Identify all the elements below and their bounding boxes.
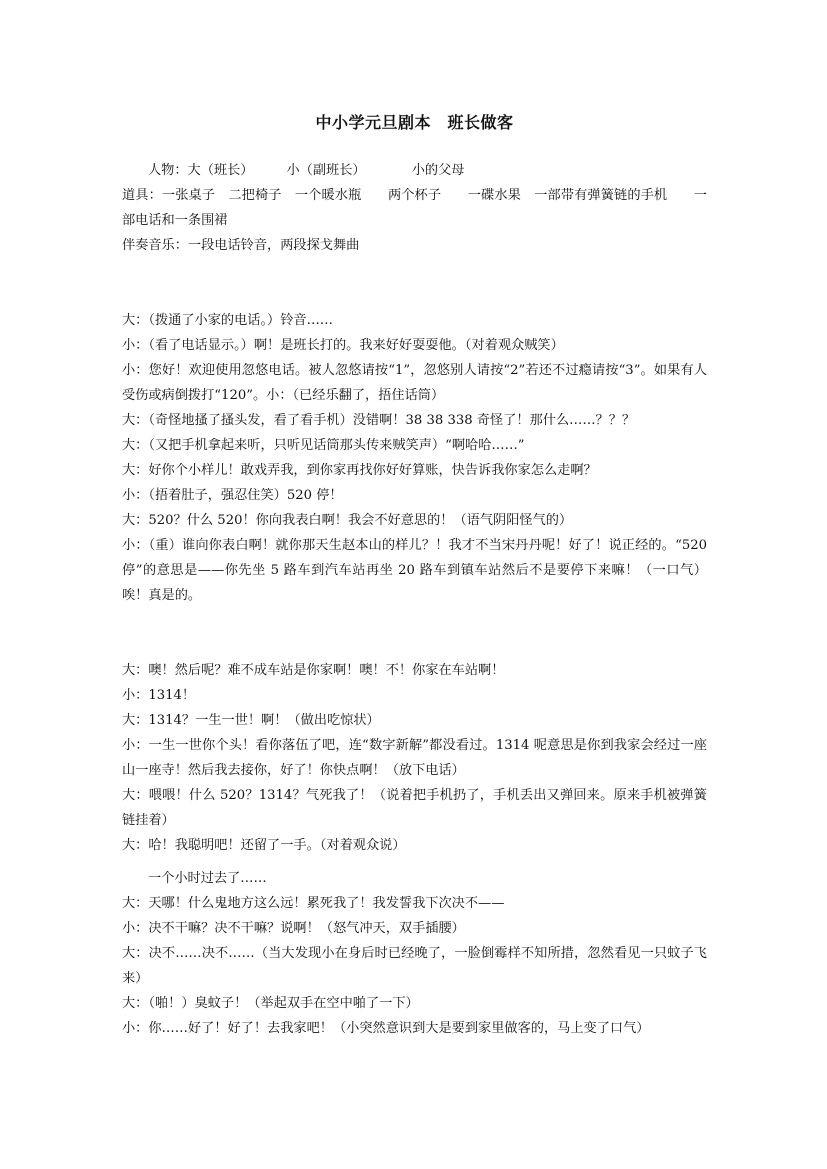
scene-transition: 一个小时过去了…… — [148, 871, 267, 886]
dialogue-section-3 — [122, 866, 707, 1041]
dialogue-line: 小：（看了电话显示。）啊！是班长打的。我来好好耍耍他。（对着观众贼笑） — [122, 338, 564, 353]
spacer — [122, 608, 707, 658]
spacer — [122, 258, 707, 308]
dialogue-line: 大：（又把手机拿起来听，只听见话筒那头传来贼笑声）“啊哈哈……” — [122, 438, 525, 453]
props-line: 道具：一张桌子 二把椅子 一个暖水瓶 两个杯子 一碟水果 一部带有弹簧链的手机 一部电话和一条围裙 — [122, 188, 707, 228]
characters-line: 人物：大（班长） 小（副班长） 小的父母 — [148, 163, 465, 178]
dialogue-line: 大：喂喂！什么 520？1314？气死我了！（说着把手机扔了，手机丢出又弹回来。原来手机被弹簧链挂着） — [122, 788, 707, 828]
dialogue-line: 大：1314？一生一世！啊！（做出吃惊状） — [122, 713, 380, 728]
dialogue-line: 大：决不……决不……（当大发现小在身后时已经晚了，一脸倒霉样不知所措，忽然看见一只蚊子飞来） — [122, 946, 707, 986]
dialogue-line: 小：一生一世你个头！看你落伍了吧，连“数字新解”都没看过。1314 呢意思是你到我家会经过一座山一座寺！然后我去接你，好了！你快点啊！（放下电话） — [122, 738, 707, 778]
spacer — [122, 858, 707, 866]
dialogue-line: 大：哈！我聪明吧！还留了一手。（对着观众说） — [122, 838, 406, 853]
document-page — [122, 108, 707, 1041]
dialogue-line: 大：好你个小样儿！敢戏弄我，到你家再找你好好算账，快告诉我你家怎么走啊？ — [122, 463, 597, 478]
dialogue-line: 大：天哪！什么鬼地方这么远！累死我了！我发誓我下次决不—— — [122, 896, 505, 911]
document-title: 中小学元旦剧本 班长做客 — [315, 113, 514, 132]
dialogue-line: 大：（啪！）臭蚊子！（举起双手在空中啪了一下） — [122, 996, 419, 1011]
dialogue-line: 小：（捂着肚子，强忍住笑）520 停！ — [122, 488, 343, 503]
dialogue-line: 小：1314！ — [122, 688, 196, 703]
dialogue-line: 小：你……好了！好了！去我家吧！（小突然意识到大是要到家里做客的，马上变了口气） — [122, 1021, 650, 1036]
dialogue-line: 小：决不干嘛？决不干嘛？说啊！（怒气冲天，双手插腰） — [122, 921, 465, 936]
dialogue-line: 大：（拨通了小家的电话。）铃音…… — [122, 313, 333, 328]
dialogue-line: 小：您好！欢迎使用忽悠电话。被人忽悠请按“1”，忽悠别人请按“2”若还不过瘾请按“3”。如果有人受伤或病倒拨打“120”。小：（已经乐翻了，捂住话筒） — [122, 363, 707, 403]
dialogue-section-2 — [122, 658, 707, 858]
dialogue-line: 大：520？什么 520！你向我表白啊！我会不好意思的！（语气阴阳怪气的） — [122, 513, 573, 528]
dialogue-line: 大：（奇怪地搔了搔头发，看了看手机）没错啊！38 38 338 奇怪了！那什么……？？？ — [122, 413, 636, 428]
dialogue-line: 大：噢！然后呢？难不成车站是你家啊！噢！不！你家在车站啊！ — [122, 663, 505, 678]
music-line: 伴奏音乐：一段电话铃音，两段探戈舞曲 — [122, 238, 360, 253]
dialogue-section-1 — [122, 308, 707, 608]
dialogue-line: 小：（重）谁向你表白啊！就你那天生赵本山的样儿？！我才不当宋丹丹呢！好了！说正经的。“520 停”的意思是——你先坐 5 路车到汽车站再坐 20 路车到镇车站然后不是要停下来嘛！（一口气）唉！真是的。 — [122, 538, 707, 603]
